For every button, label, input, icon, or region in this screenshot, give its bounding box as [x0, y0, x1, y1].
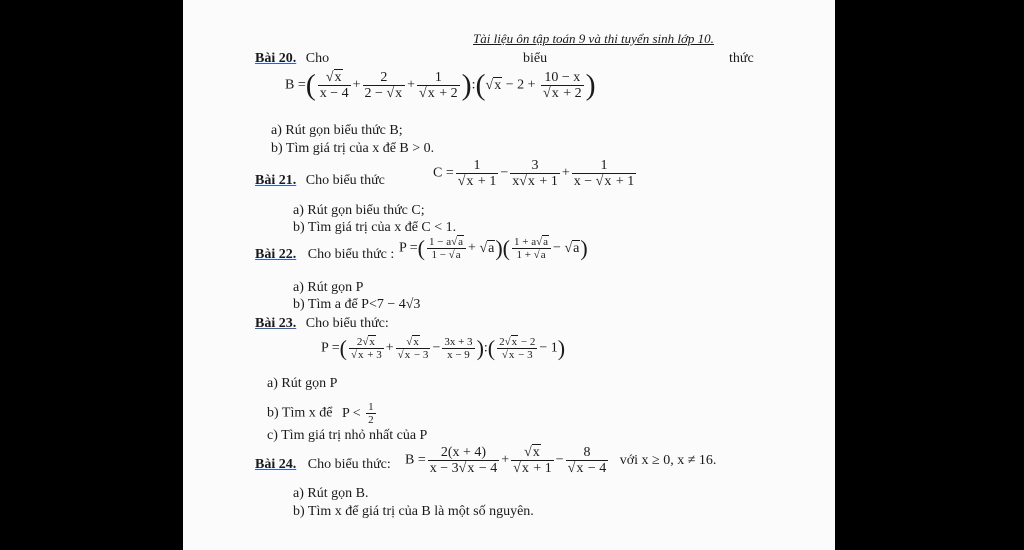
problem-20-part-a: a) Rút gọn biểu thức B;: [271, 123, 403, 138]
problem-24-part-a: a) Rút gọn B.: [293, 486, 369, 501]
problem-22-part-a: a) Rút gọn P: [293, 280, 364, 295]
problem-21-intro: Cho biểu thức: [305, 173, 385, 188]
problem-23-formula: P =( 2√ x √ x + 3 + √ x √ x − 3 − $\frac{3x + 3}{x - 9}$ ):( 2√ x − 2 √ x − 3 − 1): [321, 336, 565, 361]
problem-23-label: Bài 23.: [255, 316, 297, 331]
problem-22-label: Bài 22.: [255, 247, 297, 262]
problem-20-formula: B =( √ $\frac{x}{x - 4}$ + $\frac{2}{2 - √ x}$ + 1 √ x + 2 ):(√ x − 2 + 10 − x √ x + 2 ): [285, 70, 596, 101]
problem-22-part-b: b) Tìm a để P<7 − 4√3: [293, 297, 421, 312]
problem-20-intro-cho: Cho: [305, 51, 330, 66]
problem-24-formula: B = $\frac{2(x + 4)}{x - 3√ x - 4}$ + √ x √ x + 1 − 8 √ x − 4 với x ≥ 0, x ≠ 16.: [405, 445, 716, 476]
formula-lhs: P =: [399, 240, 418, 256]
document-page: [183, 0, 835, 550]
problem-23-intro: Cho biểu thức:: [305, 316, 389, 331]
problem-20-intro-thuc: thức: [729, 51, 754, 66]
problem-24-condition: với x ≥ 0, x ≠ 16.: [619, 452, 717, 468]
problem-24-intro: Cho biểu thức:: [307, 457, 391, 472]
problem-23-heading: [255, 316, 389, 332]
problem-22-heading: [255, 247, 394, 263]
problem-20-heading: [255, 51, 329, 67]
document-header: Tài liệu ôn tập toán 9 và thi tuyển sinh lớp 10.: [473, 31, 714, 46]
problem-21-part-b: b) Tìm giá trị của x để C < 1.: [293, 220, 457, 235]
problem-21-formula: C = 1 √ x + 1 − $\frac{3}{x√ x + 1}$ + $\frac{1}{x - √ x + 1}$: [433, 158, 638, 189]
problem-21-part-a: a) Rút gọn biểu thức C;: [293, 203, 425, 218]
formula-lhs: C =: [433, 165, 454, 181]
problem-24-heading: [255, 457, 391, 473]
problem-23-part-c: c) Tìm giá trị nhỏ nhất của P: [267, 428, 428, 443]
problem-23-part-b: b) Tìm x để P < $\frac{1}{2}$: [267, 401, 374, 426]
formula-lhs: P =: [321, 340, 340, 356]
problem-24-label: Bài 24.: [255, 457, 297, 472]
problem-20-label: Bài 20.: [255, 51, 297, 66]
formula-lhs: B =: [285, 77, 306, 93]
problem-22-intro: Cho biểu thức :: [307, 247, 395, 262]
problem-23-part-b-text: b) Tìm x để: [267, 405, 333, 421]
formula-lhs: B =: [405, 452, 426, 468]
problem-20-intro-bieu: biểu: [523, 51, 548, 66]
problem-21-label: Bài 21.: [255, 173, 297, 188]
problem-20-part-b: b) Tìm giá trị của x để B > 0.: [271, 141, 435, 156]
problem-23-part-a: a) Rút gọn P: [267, 376, 338, 391]
problem-22-formula: P =( $\frac{1 - a√ a}{1 - √ a}$ + √ a)( $\frac{1 + a√ a}{1 + √ a}$ − √ a): [399, 236, 588, 261]
problem-21-heading: [255, 173, 385, 189]
problem-24-part-b: b) Tìm x để giá trị của B là một số nguyên.: [293, 504, 534, 519]
